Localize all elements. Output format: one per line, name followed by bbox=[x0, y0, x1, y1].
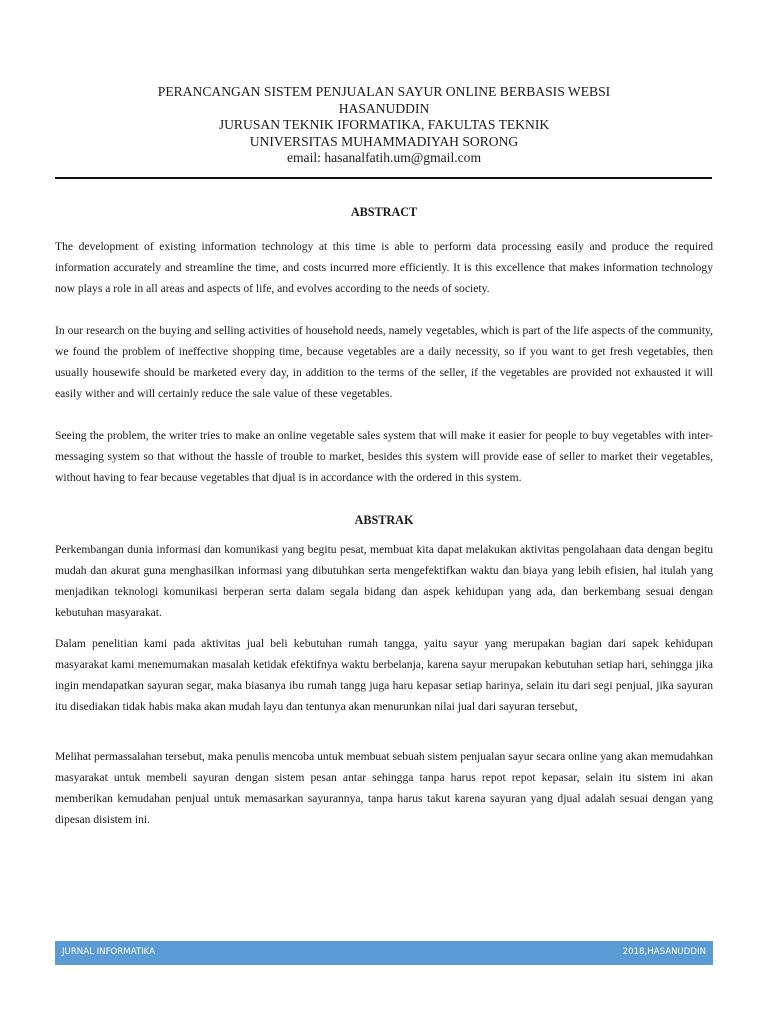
abstrak-paragraph-1: Perkembangan dunia informasi dan komunikasi yang begitu pesat, membuat kita dapat melakukan aktivitas pengolahaan data dengan begitu mudah dan akurat guna menghasilkan informasi yang dibutuhkan serta mengefektifkan waktu dan biaya yang lebih efisien, hal itulah yang menjadikan teknologi komunikasi berperan serta dalam segala bidang dan aspek kehidupan yang ada, dan berkembang sesuai dengan kebutuhan masyarakat. bbox=[55, 543, 713, 619]
department: JURUSAN TEKNIK IFORMATIKA, FAKULTAS TEKNIK bbox=[218, 117, 550, 132]
university: UNIVERSITAS MUHAMMADIYAH SORONG bbox=[249, 133, 519, 149]
abstract-heading: ABSTRACT bbox=[350, 205, 418, 219]
abstract-paragraph-3: Seeing the problem, the writer tries to make an online vegetable sales system that will make it easier for people to buy vegetables with inter-messaging system so that without the hassle of trouble to market, besides this system will provide ease of seller to market their vegetables, without having to fear because vegetables that djual is in accordance with the ordered in this system. bbox=[55, 429, 713, 484]
journal-footer-bar bbox=[55, 941, 713, 965]
paper-header bbox=[55, 84, 713, 167]
author-email: email: hasanalfatih.um@gmail.com bbox=[286, 150, 482, 165]
abstrak-paragraph-2: Dalam penelitian kami pada aktivitas jual beli kebutuhan rumah tangga, yaitu sayur yang merupakan bagian dari sapek kehidupan masyarakat kami menemumakan masalah ketidak efektifnya waktu berbelanja, karena sayur merupakan kebutuhan setiap hari, sehingga jika ingin mendapatkan sayuran segar, maka biasanya ibu rumah tangg juga haru kepasar setiap harinya, selain itu dari segi penjual, jika sayuran itu disediakan tidak habis maka akan mudah layu dan tentunya akan menurunkan nilai jual dari sayuran tersebut, bbox=[55, 637, 713, 713]
abstract-paragraph-1: The development of existing information technology at this time is able to perform data processing easily and produce the required information accurately and streamline the time, and costs incurred more efficiently. It is this excellence that makes information technology now plays a role in all areas and aspects of life, and evolves according to the needs of society. bbox=[55, 240, 713, 295]
abstrak-paragraph-3: Melihat permassalahan tersebut, maka penulis mencoba untuk membuat sebuah sistem penjualan sayur secara online yang akan memudahkan masyarakat untuk membeli sayuran dengan sistem pesan antar sehingga tanpa harus repot repot kepasar, selain itu sistem ini akan memberikan kemudahan penjual untuk memasarkan sayurannya, tanpa harus takut karena sayuran yang djual adalah sesuai dengan yang dipesan disistem ini. bbox=[55, 750, 713, 826]
year-author: 2018,HASANUDDIN bbox=[622, 947, 706, 957]
abstract-paragraph-2: In our research on the buying and selling activities of household needs, namely vegetables, which is part of the life aspects of the community, we found the problem of ineffective shopping time, because vegetables are a daily necessity, so if you want to get fresh vegetables, then usually housewife should be marketed every day, in addition to the terms of the seller, if the vegetables are provided not exhausted it will easily wither and will certainly reduce the sale value of these vegetables. bbox=[55, 324, 713, 400]
journal-name: JURNAL INFORMATIKA bbox=[62, 947, 156, 957]
abstrak-heading: ABSTRAK bbox=[354, 513, 414, 527]
paper-title: PERANCANGAN SISTEM PENJUALAN SAYUR ONLINE BERBASIS WEBSI bbox=[157, 84, 611, 99]
author-name: HASANUDDIN bbox=[338, 100, 430, 116]
header-divider bbox=[55, 177, 712, 179]
